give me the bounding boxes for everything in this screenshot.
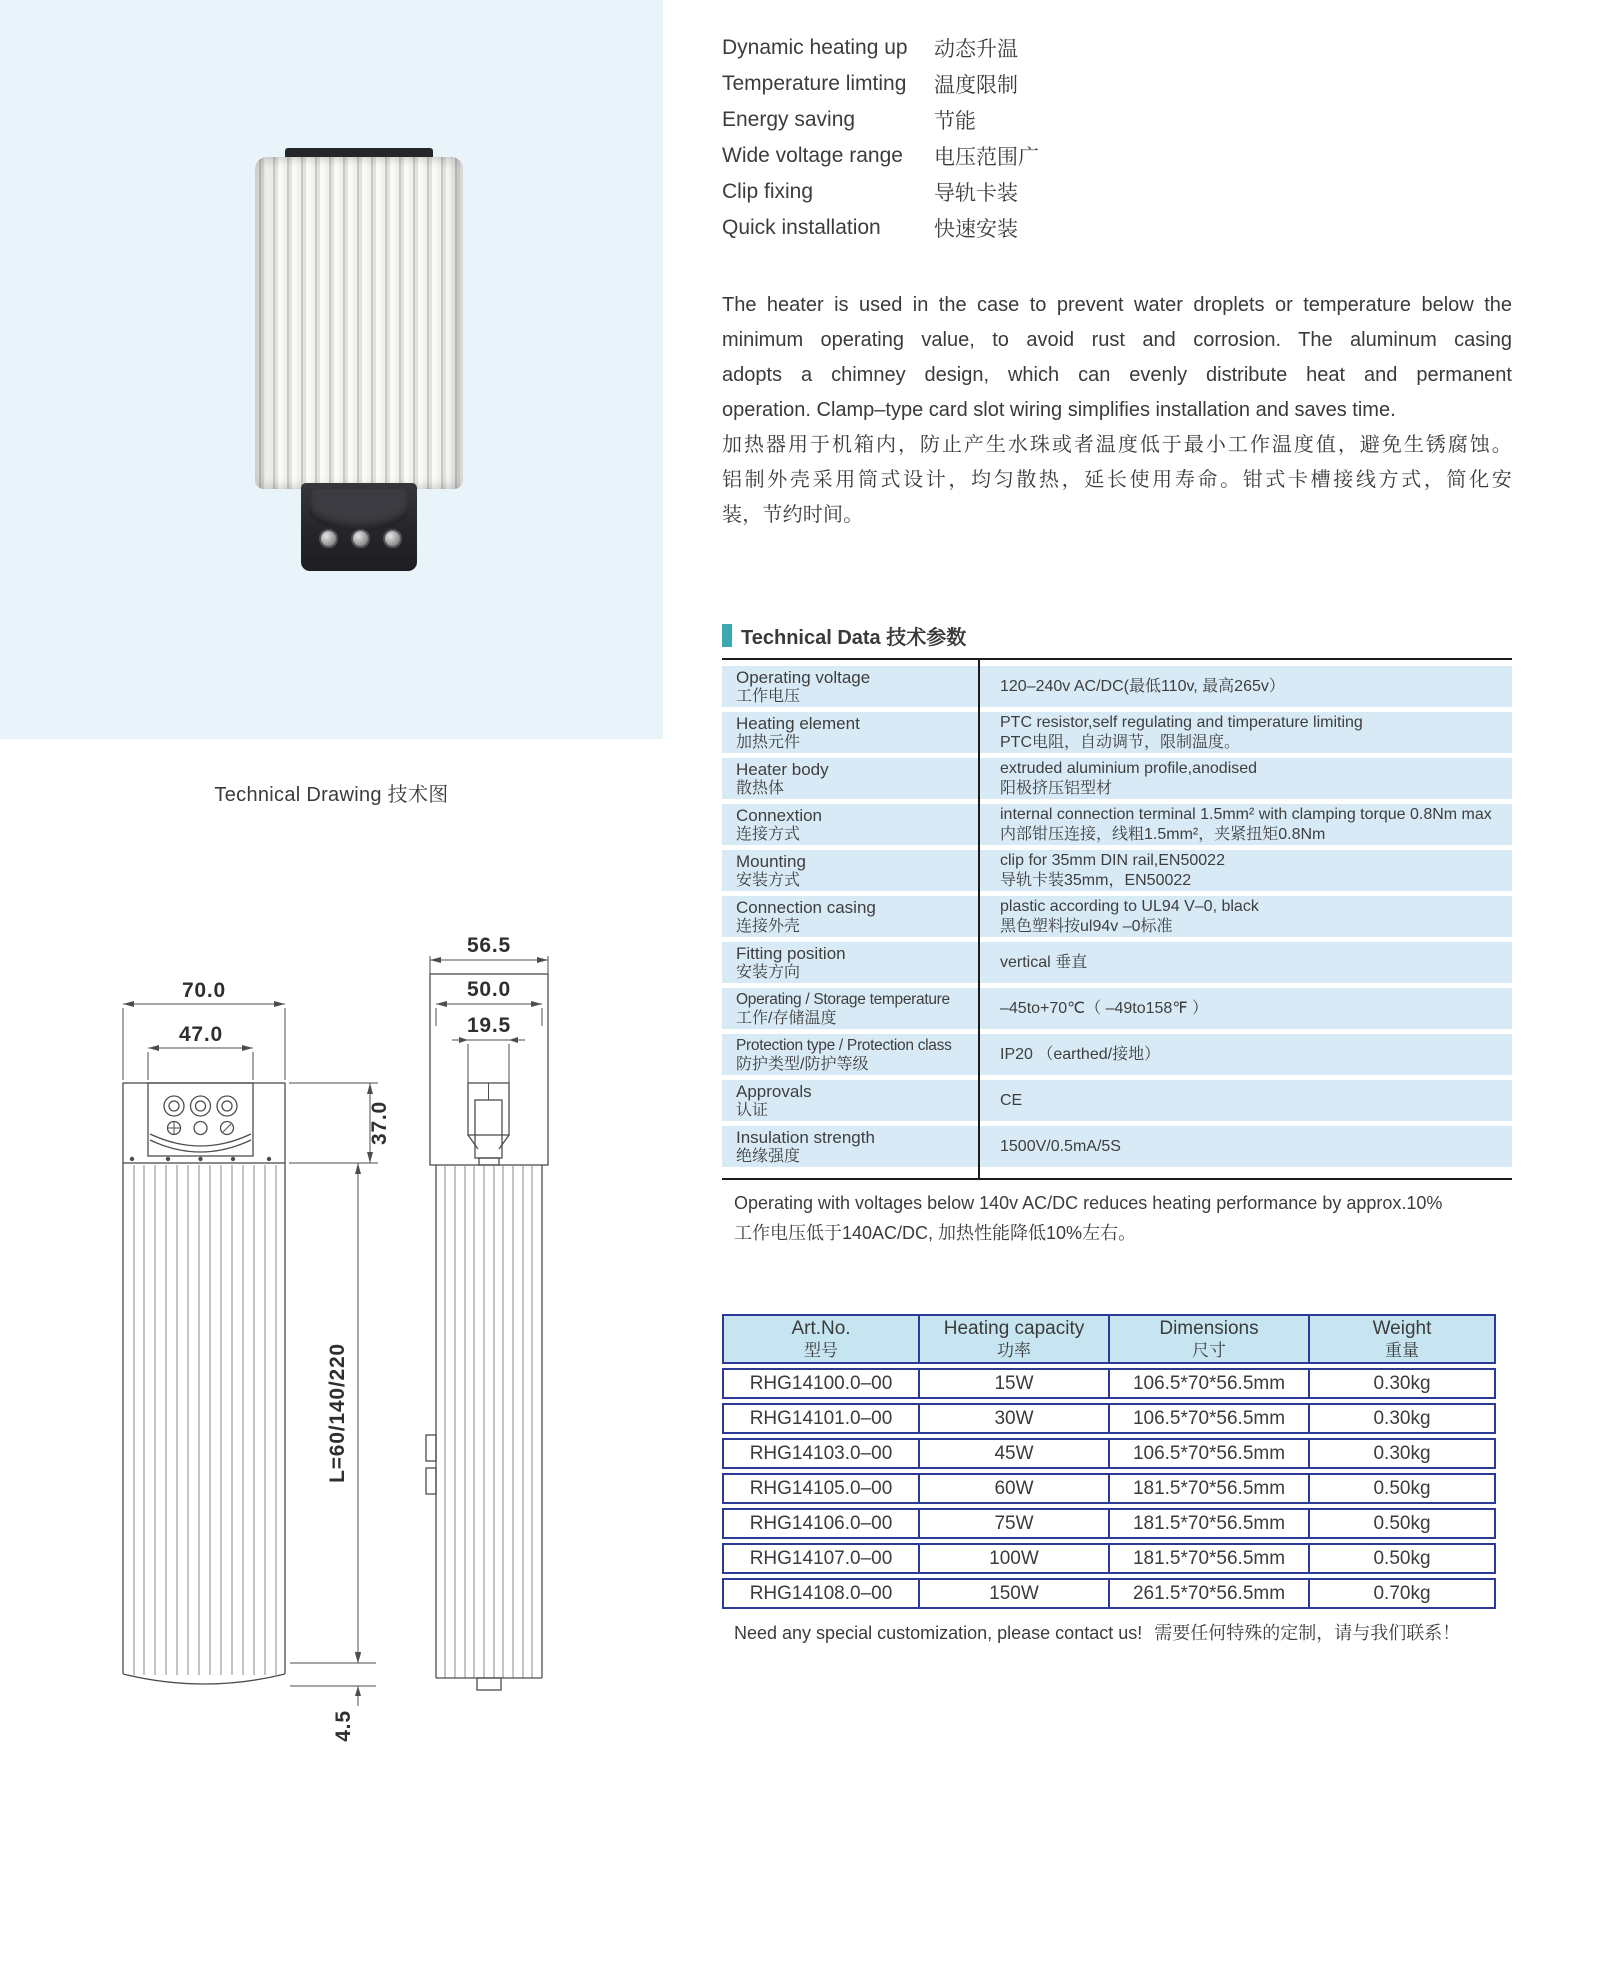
- tech-label-zh: 连接外壳: [736, 917, 801, 935]
- feature-item: [722, 30, 1512, 66]
- terminal-block-recess: [309, 489, 409, 531]
- customization-footnote: [722, 1619, 1512, 1645]
- description-line: minimum operating value, to avoid rust and corrosion. The aluminum casing: [722, 329, 1512, 351]
- tech-value-en: plastic according to UL94 V–0, black: [1000, 897, 1259, 915]
- description-line: operation. Clamp–type card slot wiring simplifies installation and saves time.: [722, 399, 1396, 421]
- technical-drawing: [80, 930, 600, 1790]
- description-line-zh: 加热器用于机箱内，防止产生水珠或者温度低于最小工作温度值，避免生锈腐蚀。: [722, 434, 1512, 456]
- tech-label-zh: 安装方式: [736, 871, 801, 889]
- tech-value-en: vertical 垂直: [1000, 953, 1088, 971]
- cell-dimensions: 106.5*70*56.5mm: [1108, 1440, 1308, 1467]
- tech-label-en: Heating element: [736, 713, 860, 733]
- cell-artno: RHG14103.0–00: [749, 1442, 893, 1464]
- cell-dimensions: 181.5*70*56.5mm: [1108, 1510, 1308, 1537]
- tech-label-en: Operating / Storage temperature: [736, 990, 950, 1008]
- side-fins: [445, 1166, 532, 1678]
- terminal-screw: [319, 529, 338, 548]
- product-photo-panel: [0, 0, 663, 739]
- tech-label-zh: 防护类型/防护等级: [736, 1055, 869, 1073]
- cell-artno: RHG14101.0–00: [749, 1407, 893, 1429]
- table-column-divider: [978, 660, 980, 1178]
- content-column: [722, 0, 1512, 1645]
- tech-value-en: 1500V/0.5mA/5S: [1000, 1137, 1121, 1155]
- cell-dimensions: 106.5*70*56.5mm: [1108, 1370, 1308, 1397]
- table-row: [722, 1473, 1496, 1504]
- tech-value-zh: 导轨卡装35mm，EN50022: [1000, 871, 1192, 889]
- tech-label-zh: 加热元件: [736, 733, 801, 751]
- dim-label-depth-inner: 50.0: [466, 978, 512, 1001]
- cell-capacity: 75W: [918, 1510, 1108, 1537]
- cell-artno: RHG14107.0–00: [749, 1547, 893, 1569]
- tech-row: [722, 896, 1512, 937]
- cell-capacity: 15W: [918, 1370, 1108, 1397]
- technical-data-header: [722, 621, 1512, 660]
- dim-label-clip-width: 19.5: [466, 1014, 512, 1037]
- product-table-header: [722, 1314, 1496, 1364]
- feature-label-zh: 导轨卡装: [934, 182, 1018, 205]
- description-line-zh: 铝制外壳采用筒式设计，均匀散热，延长使用寿命。钳式卡槽接线方式，简化安: [722, 469, 1512, 491]
- cell-artno: RHG14100.0–00: [749, 1372, 893, 1394]
- header-cell-dimensions: Dimensions 尺寸: [1108, 1316, 1308, 1362]
- feature-item: [722, 174, 1512, 210]
- technical-data-table: [722, 660, 1512, 1180]
- cell-dimensions: 181.5*70*56.5mm: [1108, 1475, 1308, 1502]
- front-fins: [134, 1165, 276, 1675]
- tech-row: [722, 804, 1512, 845]
- tech-label-zh: 连接方式: [736, 825, 801, 843]
- table-row: [722, 1438, 1496, 1469]
- table-row: [722, 1368, 1496, 1399]
- feature-label-en: Dynamic heating up: [722, 36, 908, 59]
- terminal-screw: [351, 529, 370, 548]
- cell-weight: 0.30kg: [1308, 1440, 1494, 1467]
- cell-weight: 0.50kg: [1308, 1510, 1494, 1537]
- dim-label-bottom-gap: 4.5: [332, 1710, 355, 1742]
- dim-label-front-width: 70.0: [181, 979, 227, 1002]
- front-view-drawing: [123, 979, 391, 1742]
- tech-value-en: IP20 （earthed/接地）: [1000, 1045, 1161, 1063]
- feature-item: [722, 210, 1512, 246]
- cell-dimensions: 261.5*70*56.5mm: [1108, 1580, 1308, 1607]
- tech-label-en: Heater body: [736, 759, 829, 779]
- tech-value-zh: 黑色塑料按ul94v –0标准: [1000, 917, 1173, 935]
- feature-label-en: Energy saving: [722, 108, 856, 131]
- product-photo: [255, 148, 463, 576]
- dim-label-box-height: 37.0: [368, 1100, 391, 1146]
- table-row: [722, 1578, 1496, 1609]
- cell-artno: RHG14106.0–00: [749, 1512, 893, 1534]
- description-line-zh: 装，节约时间。: [722, 504, 864, 526]
- tech-label-en: Protection type / Protection class: [736, 1036, 952, 1054]
- tech-value-en: clip for 35mm DIN rail,EN50022: [1000, 851, 1225, 869]
- cell-capacity: 100W: [918, 1545, 1108, 1572]
- cell-weight: 0.70kg: [1308, 1580, 1494, 1607]
- table-row: [722, 1403, 1496, 1434]
- description-paragraph: [722, 288, 1512, 533]
- tech-value-en: CE: [1000, 1091, 1023, 1109]
- feature-label-zh: 节能: [934, 110, 976, 133]
- dim-label-front-inner: 47.0: [178, 1023, 224, 1046]
- dim-label-length: L=60/140/220: [326, 1343, 349, 1483]
- tech-value-en: –45to+70℃（ –49to158℉ ）: [1000, 999, 1209, 1017]
- description-line: The heater is used in the case to prevent water droplets or temperature below the: [722, 294, 1512, 316]
- tech-value-zh: 阳极挤压铝型材: [1000, 779, 1113, 797]
- header-cell-capacity: Heating capacity 功率: [918, 1316, 1108, 1362]
- tech-label-zh: 散热体: [736, 779, 785, 797]
- feature-item: [722, 66, 1512, 102]
- tech-label-zh: 工作电压: [736, 687, 801, 705]
- tech-label-zh: 认证: [736, 1101, 769, 1119]
- voltage-note: [722, 1188, 1512, 1248]
- tech-row: [722, 1034, 1512, 1075]
- tech-label-en: Connextion: [736, 805, 823, 825]
- tech-row: [722, 758, 1512, 799]
- cell-weight: 0.50kg: [1308, 1475, 1494, 1502]
- customization-footnote-zh: 需要任何特殊的定制，请与我们联系！: [1154, 1623, 1461, 1643]
- tech-label-zh: 工作/存储温度: [736, 1009, 837, 1027]
- tech-label-en: Approvals: [736, 1081, 812, 1101]
- section-accent-bar: [722, 624, 732, 647]
- voltage-note-en: Operating with voltages below 140v AC/DC reduces heating performance by approx.10%: [734, 1193, 1443, 1213]
- tech-label-zh: 安装方向: [736, 963, 801, 981]
- cell-weight: 0.30kg: [1308, 1405, 1494, 1432]
- tech-value-en: PTC resistor,self regulating and timperature limiting: [1000, 713, 1363, 731]
- header-cell-weight: Weight 重量: [1308, 1316, 1494, 1362]
- tech-value-en: extruded aluminium profile,anodised: [1000, 759, 1258, 777]
- cell-artno: RHG14105.0–00: [749, 1477, 893, 1499]
- feature-list: [722, 30, 1512, 246]
- dim-label-depth: 56.5: [466, 934, 512, 957]
- voltage-note-zh: 工作电压低于140AC/DC, 加热性能降低10%左右。: [734, 1223, 1137, 1243]
- terminal-block: [301, 483, 417, 571]
- technical-data-title: Technical Data 技术参数: [741, 627, 967, 649]
- header-cell-artno: Art.No. 型号: [791, 1317, 851, 1360]
- feature-label-en: Clip fixing: [722, 180, 814, 203]
- customization-footnote-en: Need any special customization, please contact us!: [734, 1623, 1143, 1643]
- cell-capacity: 45W: [918, 1440, 1108, 1467]
- description-line: adopts a chimney design, which can evenly distribute heat and permanent: [722, 364, 1512, 386]
- tech-row: [722, 712, 1512, 753]
- terminal-screw: [383, 529, 402, 548]
- cell-dimensions: 106.5*70*56.5mm: [1108, 1405, 1308, 1432]
- feature-label-en: Quick installation: [722, 216, 881, 239]
- tech-value-en: internal connection terminal 1.5mm² with clamping torque 0.8Nm max: [1000, 805, 1492, 823]
- tech-label-en: Insulation strength: [736, 1127, 875, 1147]
- table-row: [722, 1543, 1496, 1574]
- tech-row: [722, 942, 1512, 983]
- tech-row: [722, 850, 1512, 891]
- feature-item: [722, 138, 1512, 174]
- tech-label-en: Mounting: [736, 851, 806, 871]
- tech-label-zh: 绝缘强度: [736, 1147, 801, 1165]
- feature-label-zh: 电压范围广: [934, 146, 1039, 169]
- feature-label-en: Temperature limting: [722, 72, 907, 95]
- tech-row: [722, 1126, 1512, 1167]
- tech-row: [722, 1080, 1512, 1121]
- cell-artno: RHG14108.0–00: [749, 1582, 893, 1604]
- tech-value-zh: PTC电阻，自动调节，限制温度。: [1000, 733, 1241, 751]
- tech-value-en: 120–240v AC/DC(最低110v, 最高265v）: [1000, 677, 1285, 695]
- product-table: [722, 1314, 1496, 1609]
- tech-label-en: Connection casing: [736, 897, 876, 917]
- feature-label-en: Wide voltage range: [722, 144, 903, 167]
- table-row: [722, 1508, 1496, 1539]
- tech-row: [722, 988, 1512, 1029]
- tech-row: [722, 666, 1512, 707]
- tech-label-en: Operating voltage: [736, 667, 871, 687]
- technical-drawing-caption: Technical Drawing 技术图: [214, 784, 449, 806]
- cell-weight: 0.50kg: [1308, 1545, 1494, 1572]
- tech-value-zh: 内部钳压连接，线粗1.5mm²，夹紧扭矩0.8Nm: [1000, 825, 1326, 843]
- side-view-drawing: [426, 934, 548, 1690]
- tech-label-en: Fitting position: [736, 943, 846, 963]
- cell-weight: 0.30kg: [1308, 1370, 1494, 1397]
- cell-capacity: 60W: [918, 1475, 1108, 1502]
- feature-label-zh: 动态升温: [934, 38, 1018, 61]
- terminal-symbols: [164, 1096, 237, 1135]
- cell-capacity: 150W: [918, 1580, 1108, 1607]
- feature-label-zh: 快速安装: [934, 218, 1018, 241]
- description-paragraph-zh: [722, 428, 1512, 533]
- feature-label-zh: 温度限制: [934, 74, 1018, 97]
- heater-fins: [255, 157, 463, 489]
- feature-item: [722, 102, 1512, 138]
- cell-dimensions: 181.5*70*56.5mm: [1108, 1545, 1308, 1572]
- cell-capacity: 30W: [918, 1405, 1108, 1432]
